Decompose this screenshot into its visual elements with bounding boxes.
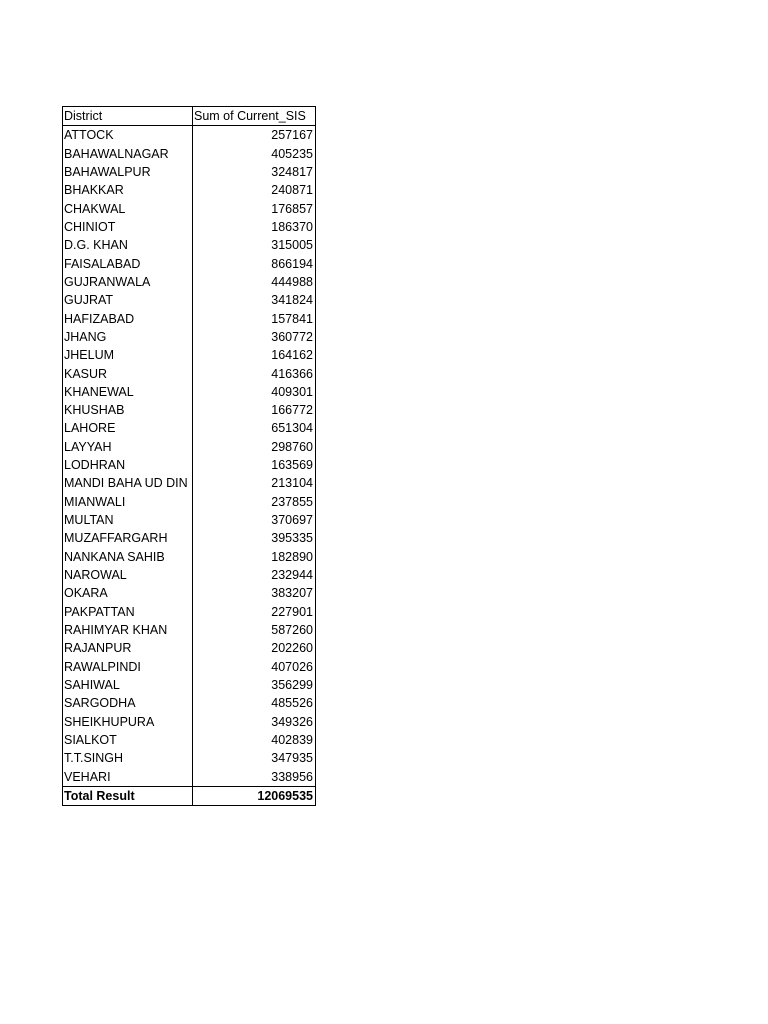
total-value[interactable]: 12069535 — [257, 789, 313, 804]
table-row — [63, 768, 315, 786]
district-cell[interactable]: BAHAWALNAGAR — [63, 145, 193, 163]
district-cell[interactable]: NANKANA SAHIB — [63, 548, 193, 566]
table-row — [63, 713, 315, 731]
district-cell[interactable]: GUJRAT — [63, 291, 193, 309]
district-cell[interactable]: RAHIMYAR KHAN — [63, 621, 193, 639]
total-row — [63, 786, 315, 805]
district-cell[interactable]: SAHIWAL — [63, 676, 193, 694]
district-cell[interactable]: KHANEWAL — [63, 383, 193, 401]
district-cell[interactable]: SHEIKHUPURA — [63, 713, 193, 731]
district-cell[interactable]: OKARA — [63, 585, 193, 603]
district-cell[interactable]: ATTOCK — [63, 126, 193, 144]
table-row — [63, 658, 315, 676]
table-row — [63, 310, 315, 328]
district-cell[interactable]: KASUR — [63, 365, 193, 383]
table-row — [63, 383, 315, 401]
table-row — [63, 475, 315, 493]
table-row — [63, 163, 315, 181]
table-body — [63, 126, 315, 786]
table-row — [63, 548, 315, 566]
sum-cell[interactable]: 257167 — [271, 128, 313, 143]
district-cell[interactable]: MULTAN — [63, 511, 193, 529]
sum-cell[interactable]: 298760 — [271, 439, 313, 454]
sum-cell[interactable]: 407026 — [271, 659, 313, 674]
sum-cell[interactable]: 166772 — [271, 403, 313, 418]
sum-cell[interactable]: 370697 — [271, 513, 313, 528]
sum-cell[interactable]: 416366 — [271, 366, 313, 381]
sum-cell[interactable]: 324817 — [271, 164, 313, 179]
table-row — [63, 218, 315, 236]
sum-cell[interactable]: 163569 — [271, 458, 313, 473]
district-cell[interactable]: LODHRAN — [63, 456, 193, 474]
table-row — [63, 511, 315, 529]
table-row — [63, 585, 315, 603]
sum-cell[interactable]: 157841 — [271, 311, 313, 326]
column-header-district[interactable]: District — [63, 107, 193, 125]
table-row — [63, 566, 315, 584]
table-row — [63, 181, 315, 199]
sum-cell[interactable]: 651304 — [271, 421, 313, 436]
sum-cell[interactable]: 232944 — [271, 568, 313, 583]
district-cell[interactable]: BAHAWALPUR — [63, 163, 193, 181]
column-header-sum[interactable]: Sum of Current_SIS — [194, 108, 306, 123]
district-cell[interactable]: FAISALABAD — [63, 255, 193, 273]
sum-cell[interactable]: 349326 — [271, 714, 313, 729]
sum-cell[interactable]: 405235 — [271, 146, 313, 161]
table-row — [63, 749, 315, 767]
table-row — [63, 676, 315, 694]
table-row — [63, 530, 315, 548]
sum-cell[interactable]: 164162 — [271, 348, 313, 363]
sum-cell[interactable]: 227901 — [271, 604, 313, 619]
district-cell[interactable]: HAFIZABAD — [63, 310, 193, 328]
district-cell[interactable]: SIALKOT — [63, 731, 193, 749]
district-cell[interactable]: KHUSHAB — [63, 401, 193, 419]
sum-cell[interactable]: 341824 — [271, 293, 313, 308]
table-row — [63, 126, 315, 144]
table-row — [63, 438, 315, 456]
district-cell[interactable]: RAWALPINDI — [63, 658, 193, 676]
table-row — [63, 603, 315, 621]
table-row — [63, 401, 315, 419]
sum-cell[interactable]: 587260 — [271, 623, 313, 638]
district-cell[interactable]: PAKPATTAN — [63, 603, 193, 621]
table-row — [63, 493, 315, 511]
sum-cell[interactable]: 383207 — [271, 586, 313, 601]
district-cell[interactable]: CHAKWAL — [63, 200, 193, 218]
sum-cell[interactable]: 176857 — [271, 201, 313, 216]
sum-cell[interactable]: 202260 — [271, 641, 313, 656]
sum-cell[interactable]: 182890 — [271, 549, 313, 564]
district-cell[interactable]: CHINIOT — [63, 218, 193, 236]
table-row — [63, 273, 315, 291]
sum-cell[interactable]: 360772 — [271, 329, 313, 344]
table-row — [63, 200, 315, 218]
table-row — [63, 695, 315, 713]
sum-cell[interactable]: 315005 — [271, 238, 313, 253]
table-row — [63, 236, 315, 254]
district-cell[interactable]: JHANG — [63, 328, 193, 346]
sum-cell[interactable]: 866194 — [271, 256, 313, 271]
table-row — [63, 731, 315, 749]
table-row — [63, 145, 315, 163]
sum-cell[interactable]: 237855 — [271, 494, 313, 509]
district-cell[interactable]: VEHARI — [63, 768, 193, 786]
table-row — [63, 621, 315, 639]
table-row — [63, 255, 315, 273]
district-cell[interactable]: D.G. KHAN — [63, 236, 193, 254]
sum-cell[interactable]: 409301 — [271, 384, 313, 399]
district-cell[interactable]: MUZAFFARGARH — [63, 530, 193, 548]
table-row — [63, 291, 315, 309]
table-row — [63, 328, 315, 346]
sum-cell[interactable]: 347935 — [271, 751, 313, 766]
sum-cell[interactable]: 485526 — [271, 696, 313, 711]
table-row — [63, 640, 315, 658]
table-row — [63, 420, 315, 438]
table-row — [63, 365, 315, 383]
district-cell[interactable]: NAROWAL — [63, 566, 193, 584]
table-row — [63, 456, 315, 474]
district-cell[interactable]: GUJRANWALA — [63, 273, 193, 291]
total-label[interactable]: Total Result — [63, 787, 193, 805]
district-cell[interactable]: MIANWALI — [63, 493, 193, 511]
district-cell[interactable]: LAHORE — [63, 420, 193, 438]
sum-cell[interactable]: 402839 — [271, 733, 313, 748]
table-header-row — [63, 107, 315, 126]
sum-cell[interactable]: 356299 — [271, 678, 313, 693]
district-cell[interactable]: BHAKKAR — [63, 181, 193, 199]
district-cell[interactable]: JHELUM — [63, 346, 193, 364]
pivot-table — [62, 106, 316, 806]
sum-cell[interactable]: 444988 — [271, 274, 313, 289]
district-cell[interactable]: RAJANPUR — [63, 640, 193, 658]
table-row — [63, 346, 315, 364]
sum-cell[interactable]: 213104 — [271, 476, 313, 491]
district-cell[interactable]: T.T.SINGH — [63, 749, 193, 767]
district-cell[interactable]: LAYYAH — [63, 438, 193, 456]
district-cell[interactable]: SARGODHA — [63, 695, 193, 713]
sum-cell[interactable]: 186370 — [271, 219, 313, 234]
sum-cell[interactable]: 240871 — [271, 183, 313, 198]
sum-cell[interactable]: 338956 — [271, 769, 313, 784]
sum-cell[interactable]: 395335 — [271, 531, 313, 546]
district-cell[interactable]: MANDI BAHA UD DIN — [63, 475, 193, 493]
